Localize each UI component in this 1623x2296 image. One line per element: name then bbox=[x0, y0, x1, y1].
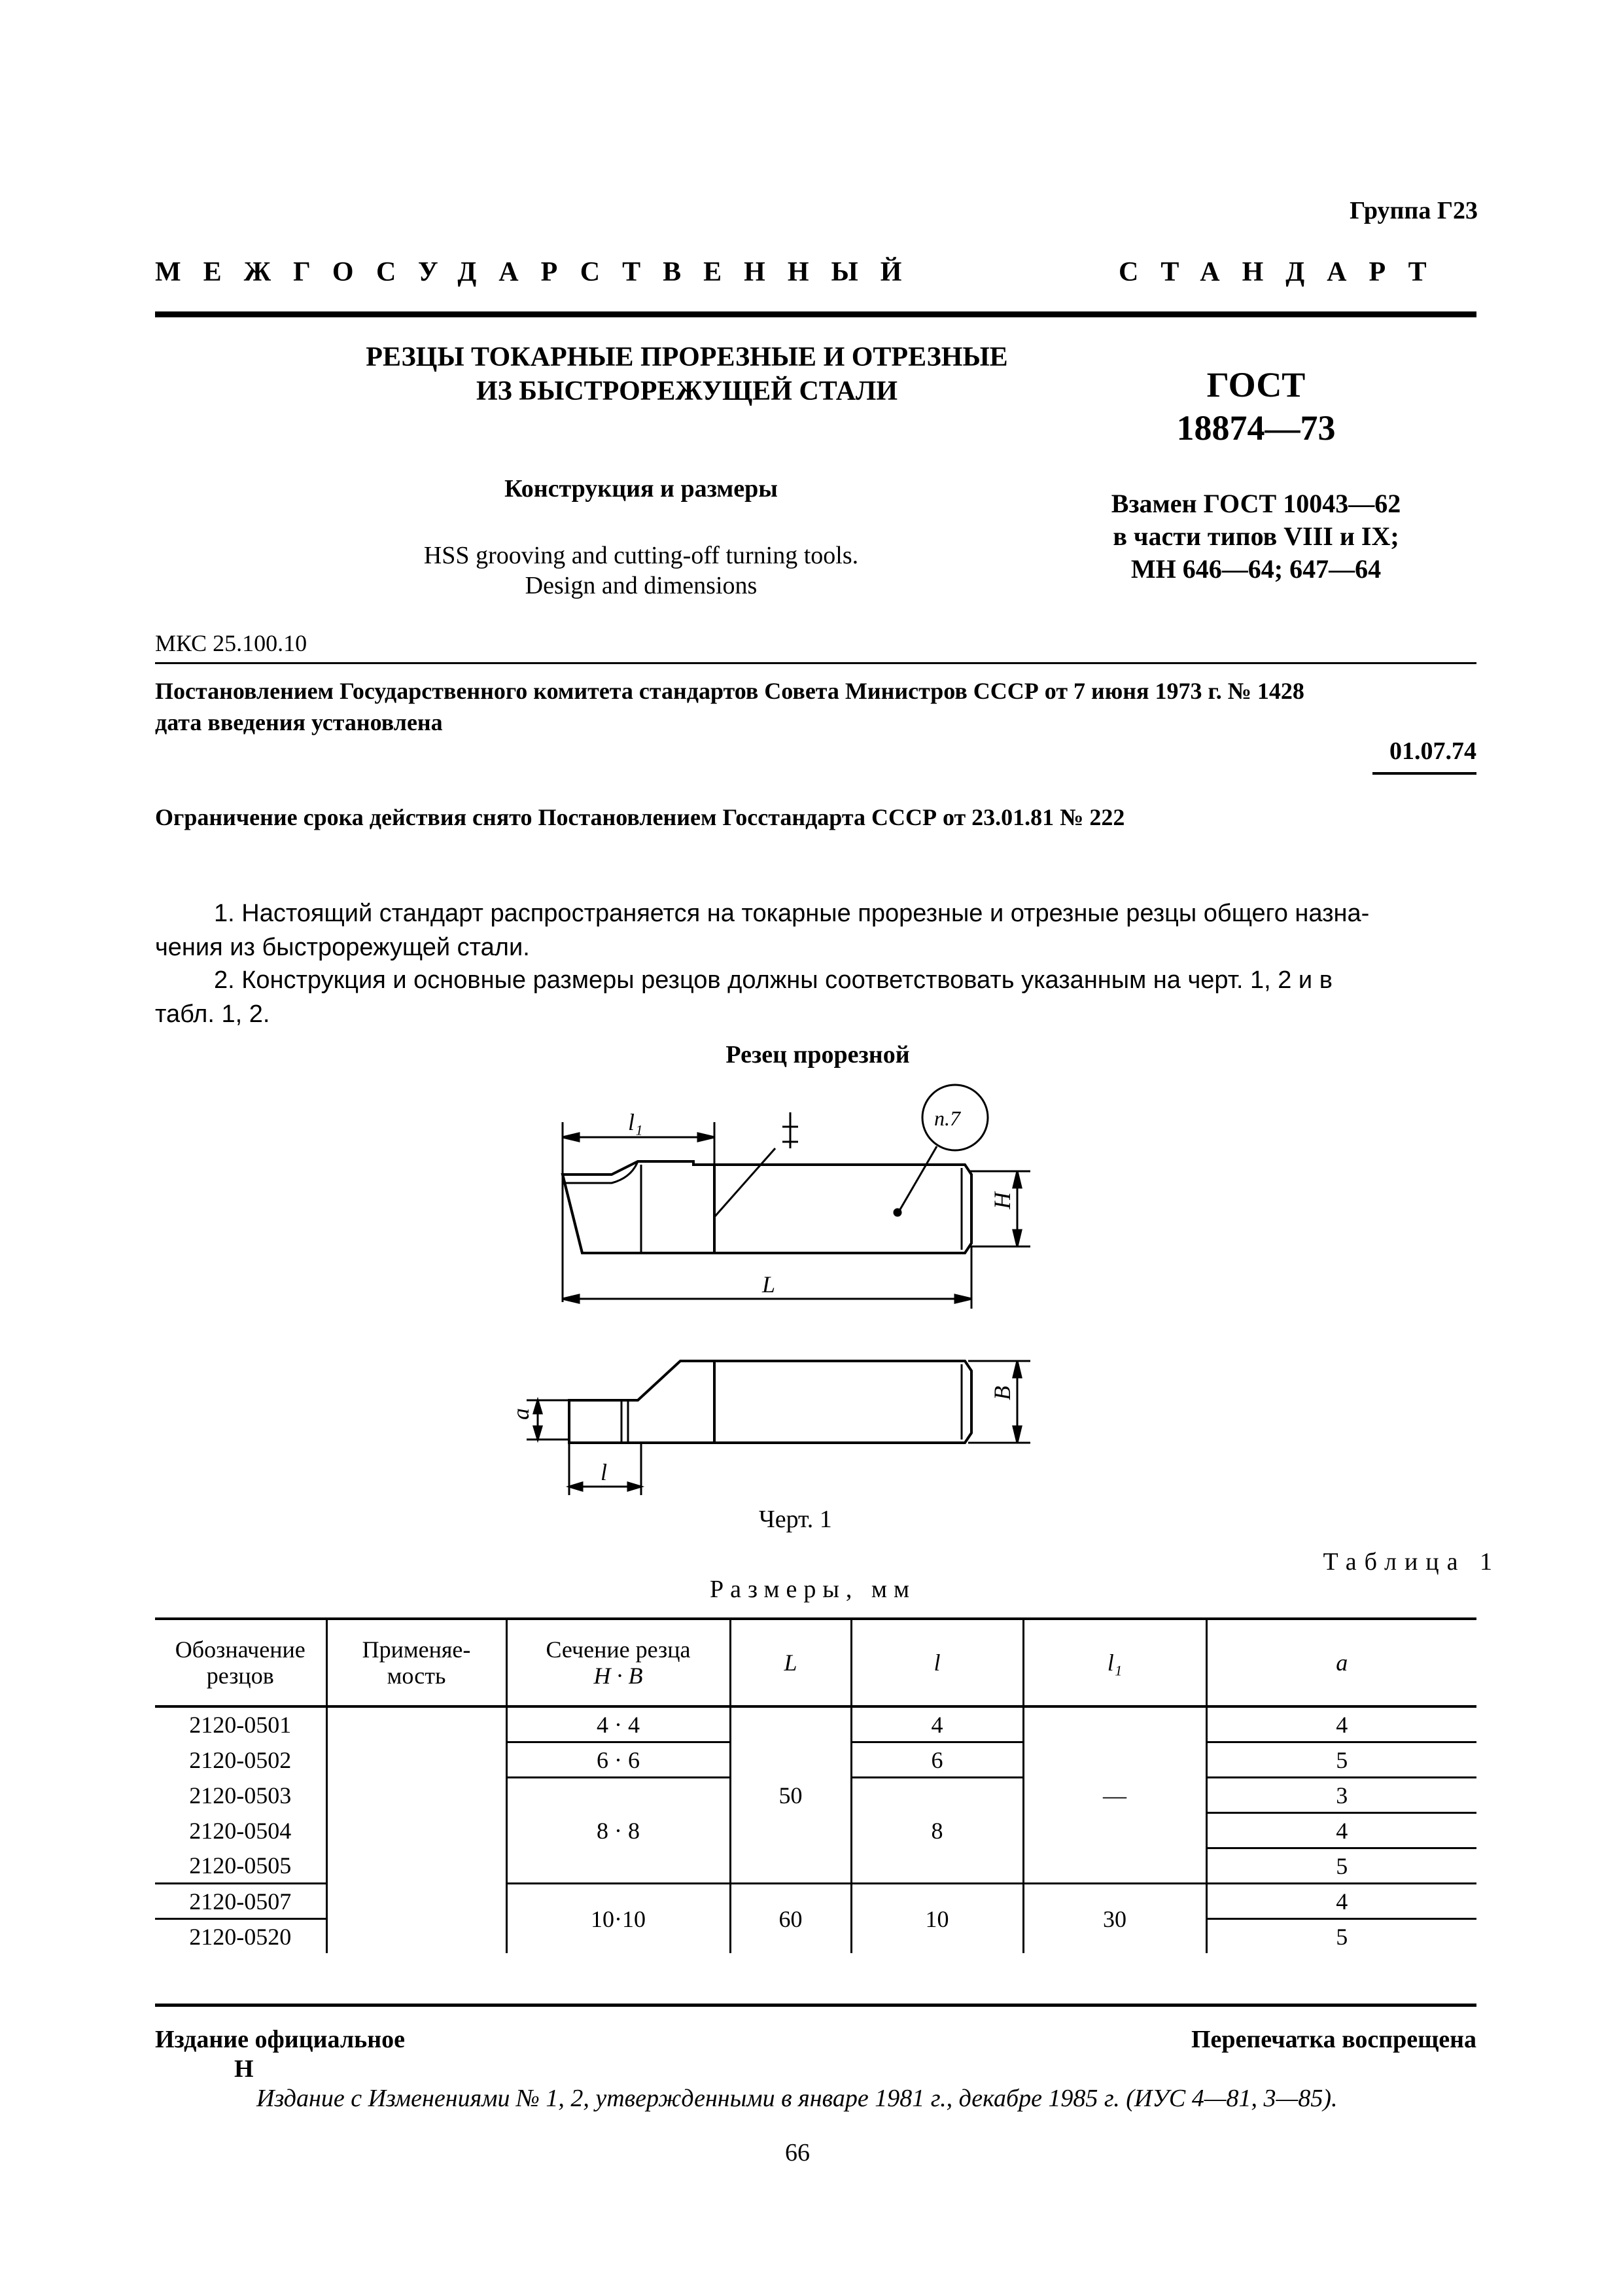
dim-l1-arrow-right bbox=[698, 1133, 714, 1141]
english-title-line1: HSS grooving and cutting-off turning tools. bbox=[423, 542, 859, 569]
cell-designation: 2120-0503 bbox=[189, 1782, 292, 1809]
header-applicability-line2: мость bbox=[387, 1663, 446, 1689]
decree-line1: Постановлением Государственного комитета стандартов Совета Министров СССР от 7 июня 1973 г. № 1428 bbox=[155, 678, 1304, 704]
dim-B-arrow-top bbox=[1013, 1361, 1021, 1377]
header-l1: l₁ bbox=[1023, 1619, 1206, 1706]
dim-l-arrow-left bbox=[569, 1483, 582, 1491]
cell-l: 6 bbox=[851, 1742, 1023, 1778]
dim-a-arrow-bottom bbox=[534, 1426, 542, 1439]
footer-rule bbox=[155, 2004, 1476, 2007]
edition-label: Издание официальное bbox=[155, 2026, 406, 2053]
table-caption: Таблица 1 bbox=[1323, 1548, 1500, 1576]
cell-designation: 2120-0501 bbox=[189, 1712, 292, 1739]
dim-l1-arrow-left bbox=[563, 1133, 579, 1141]
paragraph-1-line1: 1. Настоящий стандарт распространяется на токарные прорезные и отрезные резцы общего назна- bbox=[214, 900, 1370, 927]
side-view-neck-curve bbox=[563, 1161, 638, 1183]
cell-designation: 2120-0504 bbox=[189, 1817, 292, 1844]
header-section-line1: Сечение резца bbox=[546, 1636, 691, 1663]
dim-H-arrow-top bbox=[1013, 1171, 1021, 1188]
cell-section: 8 · 8 bbox=[506, 1778, 730, 1884]
cell-L: 50 bbox=[730, 1706, 851, 1884]
header-designation-line1: Обозначение bbox=[175, 1636, 305, 1663]
note-leader-dot bbox=[894, 1209, 901, 1216]
header-applicability bbox=[326, 1619, 506, 1706]
cell-designation: 2120-0520 bbox=[155, 1919, 326, 1954]
cell-l1: 30 bbox=[1023, 1884, 1206, 1954]
cell-section: 4 · 4 bbox=[506, 1706, 730, 1742]
cell-l: 10 bbox=[851, 1884, 1023, 1954]
dim-B-arrow-bottom bbox=[1013, 1426, 1021, 1443]
header-section bbox=[506, 1619, 730, 1706]
introduction-date: 01.07.74 bbox=[1389, 737, 1476, 765]
label-B: B bbox=[989, 1386, 1015, 1400]
label-H: H bbox=[989, 1192, 1015, 1209]
page-number: 66 bbox=[785, 2139, 810, 2166]
cell-designation: 2120-0507 bbox=[155, 1884, 326, 1919]
side-view-head bbox=[563, 1174, 582, 1253]
paragraph-2-line2: табл. 1, 2. bbox=[155, 1000, 270, 1028]
dim-l-arrow-right bbox=[628, 1483, 641, 1491]
header-designation-line2: резцов bbox=[206, 1663, 274, 1689]
cell-designation: 2120-0502 bbox=[189, 1746, 292, 1773]
dim-L-arrow-right bbox=[955, 1295, 971, 1303]
dim-L-arrow-left bbox=[563, 1295, 579, 1303]
mks-code: МКС 25.100.10 bbox=[155, 630, 307, 656]
finish-leader bbox=[714, 1148, 775, 1217]
replaces-line2: в части типов VIII и IX; bbox=[1113, 521, 1399, 551]
cell-a: 3 bbox=[1206, 1778, 1476, 1813]
label-l: l bbox=[601, 1459, 608, 1485]
cell-a: 4 bbox=[1206, 1813, 1476, 1848]
cell-section: 6 · 6 bbox=[506, 1742, 730, 1778]
standard-type-left: МЕЖГОСУДАРСТВЕННЫЙ bbox=[155, 257, 924, 287]
label-l1: l₁ bbox=[628, 1109, 643, 1135]
decree-line2: дата введения установлена bbox=[155, 709, 443, 735]
cell-a: 5 bbox=[1206, 1742, 1476, 1778]
group-label: Группа Г23 bbox=[1350, 197, 1478, 224]
header-L: L bbox=[730, 1619, 851, 1706]
cell-applicability bbox=[326, 1706, 506, 1953]
gost-number: 18874—73 bbox=[1176, 408, 1336, 448]
dim-a-arrow-top bbox=[534, 1400, 542, 1413]
cell-l1: — bbox=[1023, 1706, 1206, 1884]
cell-L: 60 bbox=[730, 1884, 851, 1954]
gost-label: ГОСТ bbox=[1206, 365, 1306, 404]
cell-designation: 2120-0505 bbox=[189, 1852, 292, 1879]
figure-title: Резец прорезной bbox=[725, 1041, 910, 1069]
header-designation bbox=[155, 1619, 326, 1706]
header-applicability-line1: Применяе- bbox=[362, 1636, 471, 1663]
table-units: Размеры, мм bbox=[710, 1576, 916, 1603]
figure-caption: Черт. 1 bbox=[759, 1506, 832, 1533]
replaces-line3: МН 646—64; 647—64 bbox=[1130, 554, 1382, 584]
limitation-note: Ограничение срока действия снято Постановлением Госстандарта СССР от 23.01.81 № 222 bbox=[155, 804, 1125, 830]
standard-type-right: СТАНДАРТ bbox=[1119, 257, 1449, 287]
doc-title-line2: ИЗ БЫСТРОРЕЖУЩЕЙ СТАЛИ bbox=[476, 376, 898, 406]
cell-a: 4 bbox=[1206, 1706, 1476, 1742]
cell-a: 5 bbox=[1206, 1919, 1476, 1954]
cell-section: 10·10 bbox=[506, 1884, 730, 1954]
replaces-line1: Взамен ГОСТ 10043—62 bbox=[1111, 489, 1401, 518]
side-view-outline bbox=[563, 1161, 971, 1253]
cell-a: 4 bbox=[1206, 1884, 1476, 1919]
header-section-line2: H · B bbox=[593, 1663, 643, 1689]
changes-note: Издание с Изменениями № 1, 2, утвержденными в январе 1981 г., декабре 1985 г. (ИУС 4—81, 3—85). bbox=[256, 2085, 1338, 2112]
cell-l: 8 bbox=[851, 1778, 1023, 1884]
header-l: l bbox=[851, 1619, 1023, 1706]
reprint-label: Перепечатка воспрещена bbox=[1191, 2026, 1476, 2053]
doc-title-line1: РЕЗЦЫ ТОКАРНЫЕ ПРОРЕЗНЫЕ И ОТРЕЗНЫЕ bbox=[366, 342, 1008, 372]
note-leader bbox=[899, 1146, 937, 1210]
paragraph-1-line2: чения из быстрорежущей стали. bbox=[155, 934, 530, 961]
doc-subtitle: Конструкция и размеры bbox=[504, 475, 778, 503]
dim-H-arrow-bottom bbox=[1013, 1230, 1021, 1246]
label-note: п.7 bbox=[934, 1106, 960, 1130]
edition-mark: Н bbox=[234, 2055, 254, 2083]
cell-a: 5 bbox=[1206, 1848, 1476, 1884]
label-a: a bbox=[508, 1408, 534, 1420]
paragraph-2-line1: 2. Конструкция и основные размеры резцов должны соответствовать указанным на черт. 1, 2 и в bbox=[214, 966, 1333, 994]
label-L: L bbox=[762, 1271, 776, 1298]
plan-view-outline bbox=[569, 1361, 971, 1443]
english-title-line2: Design and dimensions bbox=[525, 572, 758, 599]
cell-l: 4 bbox=[851, 1706, 1023, 1742]
dimensions-table bbox=[155, 1617, 1476, 1953]
table-row bbox=[155, 1706, 1476, 1742]
table-header-row bbox=[155, 1619, 1476, 1706]
header-a: a bbox=[1206, 1619, 1476, 1706]
